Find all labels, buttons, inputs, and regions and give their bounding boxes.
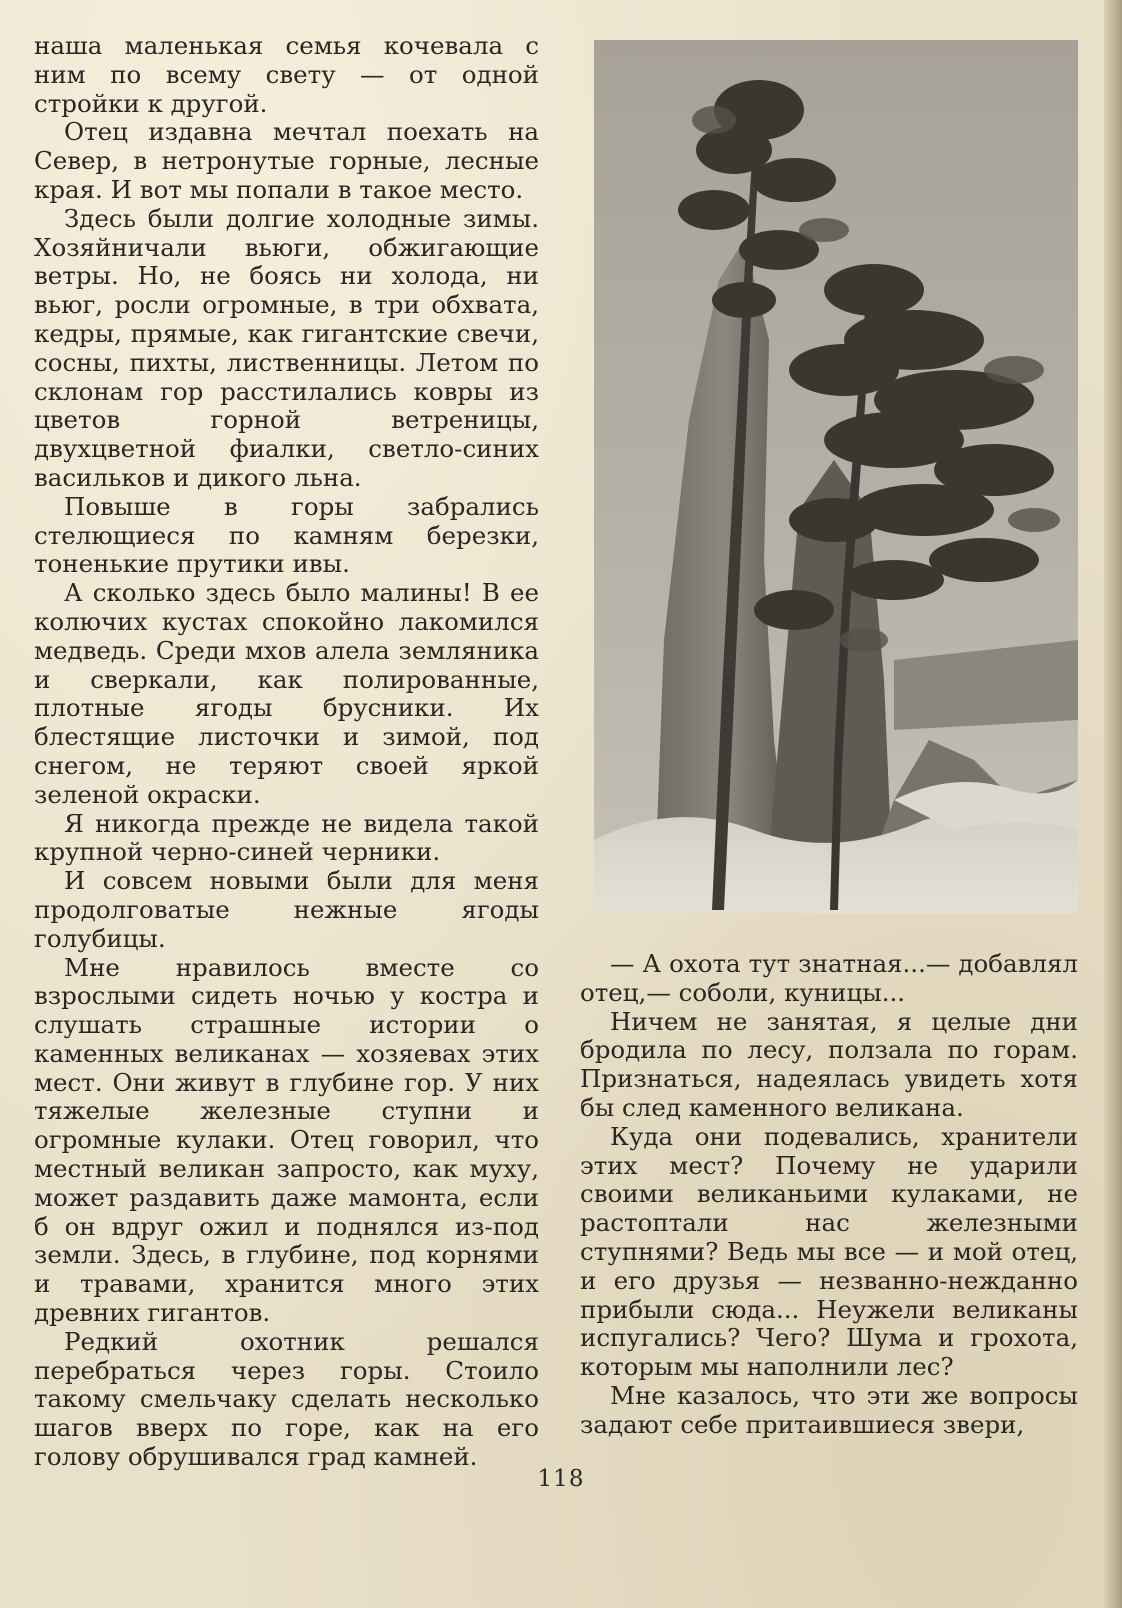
tree-photograph [594,40,1078,913]
paragraph: Ничем не занятая, я целые дни бродила по лесу, ползала по горам. Признаться, надеялась увидеть хотя бы след каменного великана. [580,1006,1078,1122]
paragraph: — А охота тут знатная...— добавлял отец,— соболи, куницы... [580,949,1078,1007]
page-edge [1104,0,1122,1608]
page-number: 118 [537,1466,585,1492]
tree-photograph-image [594,40,1078,913]
paragraph: Редкий охотник решался перебраться через горы. Стоило такому смельчаку сделать несколько шагов вверх по горе, как на его голову обрушивался град камней. [34,1326,539,1472]
paragraph: наша маленькая семья кочевала с ним по всему свету — от одной стройки к другой. [34,31,539,118]
right-text-column [580,950,1078,1440]
paragraph: Здесь были долгие холодные зимы. Хозяйничали вьюги, обжигающие ветры. Но, не боясь ни холода, ни вьюг, росли огромные, в три обхвата, кедры, прямые, как гигантские свечи, сосны, пихты, лиственницы. Летом по склонам гор расстилались ковры из цветов горной ветреницы, двухцветной фиалки, светло-синих васильков и дикого льна. [34,203,539,492]
paragraph: А сколько здесь было малины! В ее колючих кустах спокойно лакомился медведь. Среди мхов алела земляника и сверкали, как полированные, плотные ягоды брусники. Их блестящие листочки и зимой, под снегом, не теряют своей яркой зеленой окраски. [34,578,539,809]
paragraph: Я никогда прежде не видела такой крупной черно-синей черники. [34,808,539,867]
paragraph: Куда они подевались, хранители этих мест? Почему не ударили своими великаньими кулаками, не растоптали нас железными ступнями? Ведь мы все — и мой отец, и его друзья — незванно-нежданно прибыли сюда... Неужели великаны испугались? Чего? Шума и грохота, которым мы наполнили лес? [580,1121,1078,1382]
paragraph: Мне казалось, что эти же вопросы задают себе притаившиеся звери, [580,1380,1078,1439]
paragraph: Отец издавна мечтал поехать на Север, в нетронутые горные, лесные края. И вот мы попали в такое место. [34,117,539,204]
paragraph: Повыше в горы забрались стелющиеся по камням березки, тоненькие прутики ивы. [34,491,539,579]
left-text-column [34,32,539,1472]
paragraph: И совсем новыми были для меня продолговатые нежные ягоды голубицы. [34,866,539,953]
paragraph: Мне нравилось вместе со взрослыми сидеть ночью у костра и слушать страшные истории о каменных великанах — хозяевах этих мест. Они живут в глубине гор. У них тяжелые железные ступни и огромные кулаки. Отец говорил, что местный великан запросто, как муху, может раздавить даже мамонта, если б он вдруг ожил и поднялся из-под земли. Здесь, в глубине, под корнями и травами, хранится много этих древних гигантов. [34,952,539,1328]
